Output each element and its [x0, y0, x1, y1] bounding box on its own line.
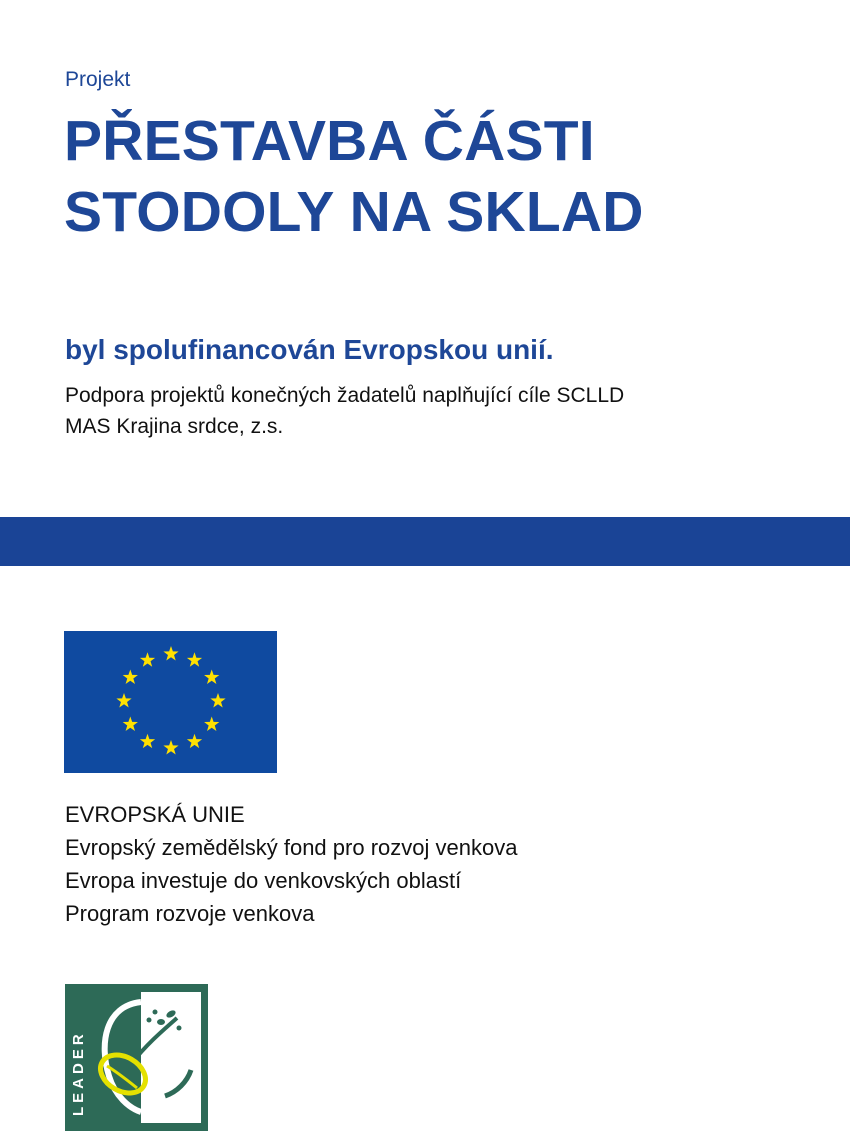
project-title	[64, 106, 824, 248]
cofinancing-statement: byl spolufinancován Evropskou unií.	[65, 334, 554, 365]
blue-band-divider	[0, 517, 850, 566]
eu-funding-text	[65, 798, 825, 930]
project-label: Projekt	[65, 68, 131, 91]
eu-line-2: Evropský zemědělský fond pro rozvoj venkova	[65, 835, 518, 860]
leader-logo-dot	[147, 1018, 152, 1023]
leader-logo-dot	[153, 1010, 158, 1015]
leader-logo-icon	[65, 984, 208, 1131]
leader-logo-word: LEADER	[70, 1030, 87, 1116]
leader-logo-leaf	[157, 1019, 165, 1025]
eu-line-3: Evropa investuje do venkovských oblastí	[65, 868, 462, 893]
support-line-1: Podpora projektů konečných žadatelů naplňující cíle SCLLD	[65, 384, 625, 407]
eu-line-4: Program rozvoje venkova	[65, 901, 315, 926]
project-title-line-2: STODOLY NA SKLAD	[64, 180, 644, 244]
support-description	[65, 380, 825, 442]
eu-line-1: EVROPSKÁ UNIE	[65, 802, 245, 827]
support-line-2: MAS Krajina srdce, z.s.	[65, 415, 284, 438]
leader-logo-dot	[177, 1026, 182, 1031]
eu-flag-icon	[64, 631, 277, 773]
project-title-line-1: PŘESTAVBA ČÁSTI	[64, 109, 595, 173]
